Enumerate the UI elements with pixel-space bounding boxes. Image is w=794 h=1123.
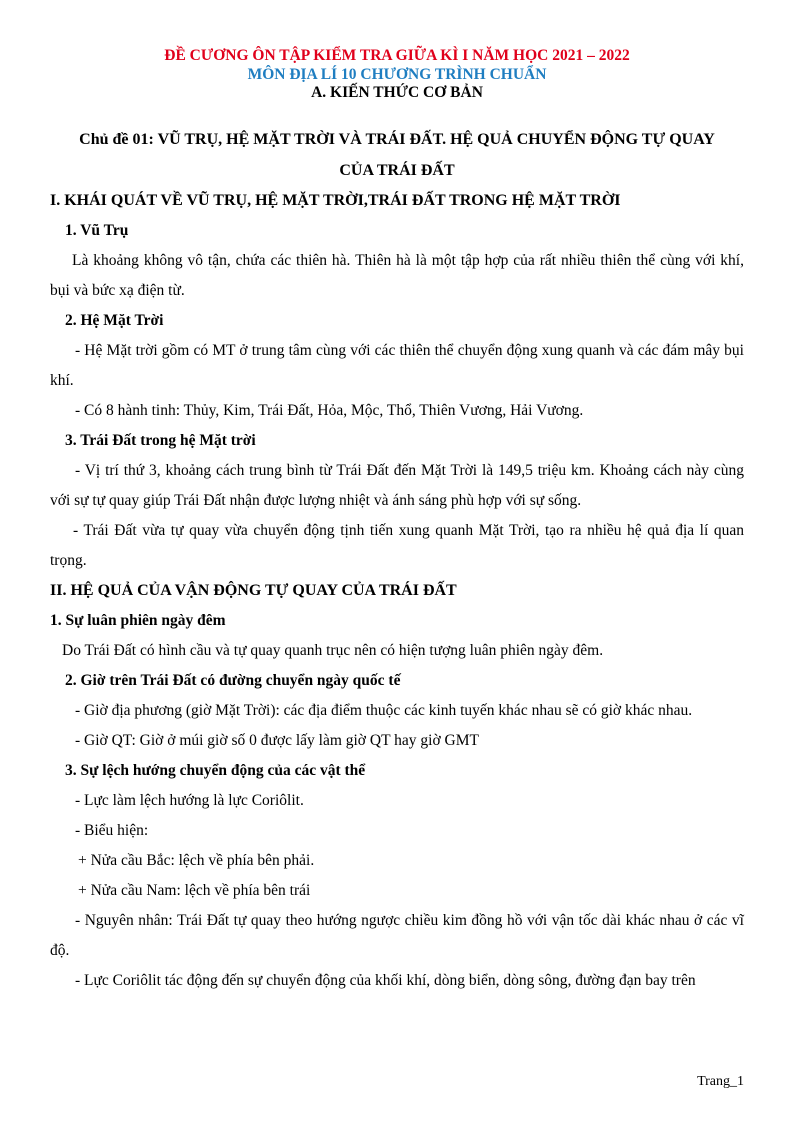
paragraph: - Lực làm lệch hướng là lực Coriôlit. xyxy=(75,792,304,809)
subsection-heading: 1. Sự luân phiên ngày đêm xyxy=(50,612,226,629)
subsection-heading: 1. Vũ Trụ xyxy=(65,222,129,239)
paragraph: - Lực Coriôlit tác động đến sự chuyển động của khối khí, dòng biển, dòng sông, đường đạn bay trên xyxy=(75,972,696,989)
paragraph: Là khoảng không vô tận, chứa các thiên hà. Thiên hà là một tập hợp của rất nhiều thiên thể cùng với khí, bụi và bức xạ điện từ. xyxy=(50,252,744,299)
subsection-heading: 2. Hệ Mặt Trời xyxy=(65,312,164,329)
paragraph: - Giờ QT: Giờ ở múi giờ số 0 được lấy làm giờ QT hay giờ GMT xyxy=(75,732,479,749)
bullet-item: + Nửa cầu Bắc: lệch về phía bên phải. xyxy=(78,852,315,869)
section-heading-1: I. KHÁI QUÁT VỀ VŨ TRỤ, HỆ MẶT TRỜI,TRÁI ĐẤT TRONG HỆ MẶT TRỜI xyxy=(50,192,621,209)
paragraph: - Biểu hiện: xyxy=(75,822,149,839)
paragraph: - Giờ địa phương (giờ Mặt Trời): các địa điểm thuộc các kinh tuyến khác nhau sẽ có giờ khác nhau. xyxy=(75,702,693,719)
page-number: Trang_1 xyxy=(697,1074,744,1089)
paragraph: - Có 8 hành tinh: Thủy, Kim, Trái Đất, Hỏa, Mộc, Thổ, Thiên Vương, Hải Vương. xyxy=(75,402,584,419)
paragraph: - Nguyên nhân: Trái Đất tự quay theo hướng ngược chiều kim đồng hồ với vận tốc dài khác nhau ở các vĩ độ. xyxy=(50,912,744,959)
topic-heading-line2: CỦA TRÁI ĐẤT xyxy=(339,162,455,179)
topic-heading xyxy=(50,124,744,186)
topic-heading-line1: Chủ đề 01: VŨ TRỤ, HỆ MẶT TRỜI VÀ TRÁI ĐẤT. HỆ QUẢ CHUYỂN ĐỘNG TỰ QUAY xyxy=(79,131,715,148)
bullet-item: + Nửa cầu Nam: lệch về phía bên trái xyxy=(78,882,311,899)
subsection-heading: 2. Giờ trên Trái Đất có đường chuyển ngày quốc tế xyxy=(65,672,401,689)
paragraph: Do Trái Đất có hình cầu và tự quay quanh trục nên có hiện tượng luân phiên ngày đêm. xyxy=(62,642,604,659)
part-heading: A. KIẾN THỨC CƠ BẢN xyxy=(311,84,483,101)
subsection-heading: 3. Sự lệch hướng chuyển động của các vật thể xyxy=(65,762,366,779)
document-title: ĐỀ CƯƠNG ÔN TẬP KIỂM TRA GIỮA KÌ I NĂM HỌC 2021 – 2022 xyxy=(164,47,630,64)
section-heading-2: II. HỆ QUẢ CỦA VẬN ĐỘNG TỰ QUAY CỦA TRÁI ĐẤT xyxy=(50,582,457,599)
document-subtitle: MÔN ĐỊA LÍ 10 CHƯƠNG TRÌNH CHUẨN xyxy=(247,66,547,83)
subsection-heading: 3. Trái Đất trong hệ Mặt trời xyxy=(65,432,256,449)
document-page xyxy=(50,46,744,996)
paragraph: - Hệ Mặt trời gồm có MT ở trung tâm cùng với các thiên thể chuyển động xung quanh và các đám mây bụi khí. xyxy=(50,342,744,389)
paragraph: - Vị trí thứ 3, khoảng cách trung bình từ Trái Đất đến Mặt Trời là 149,5 triệu km. Khoảng cách này cùng với sự tự quay giúp Trái Đất nhận được lượng nhiệt và ánh sáng phù hợp với sự sống. xyxy=(50,462,744,509)
paragraph: - Trái Đất vừa tự quay vừa chuyển động tịnh tiến xung quanh Mặt Trời, tạo ra nhiều hệ quả địa lí quan trọng. xyxy=(50,522,744,569)
